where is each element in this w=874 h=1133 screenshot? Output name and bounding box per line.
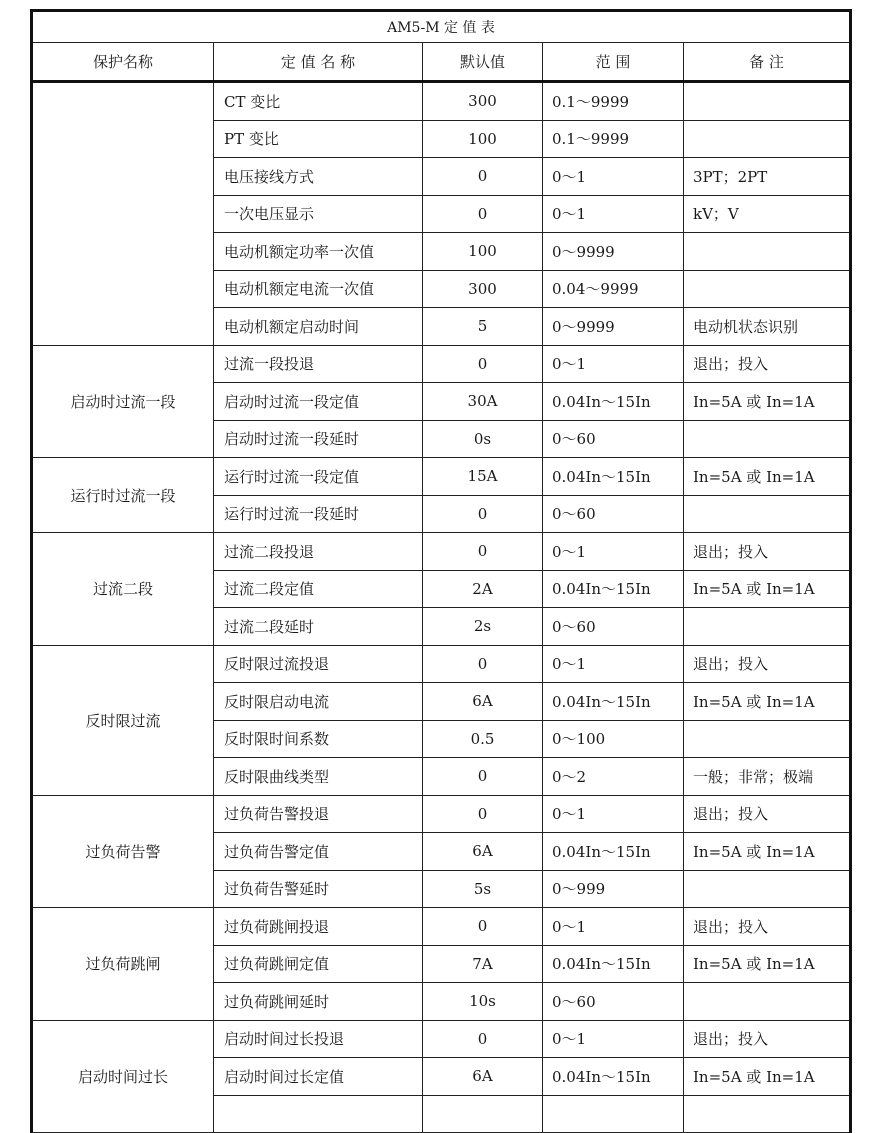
protection-group-name: 过负荷跳闸 bbox=[32, 908, 214, 1021]
default-value: 7A bbox=[423, 945, 543, 983]
note-value bbox=[684, 120, 851, 158]
default-value: 0.5 bbox=[423, 720, 543, 758]
range-value: 0～1 bbox=[543, 195, 684, 233]
setting-name: 一次电压显示 bbox=[214, 195, 423, 233]
default-value: 0 bbox=[423, 495, 543, 533]
protection-group-name: 过负荷告警 bbox=[32, 795, 214, 908]
protection-group-name: 启动时过流一段 bbox=[32, 345, 214, 458]
default-value: 10s bbox=[423, 983, 543, 1021]
range-value: 0～2 bbox=[543, 758, 684, 796]
range-value: 0.04In～15In bbox=[543, 458, 684, 496]
table-title: AM5-M 定 值 表 bbox=[32, 11, 851, 43]
setting-name: 反时限曲线类型 bbox=[214, 758, 423, 796]
table-row bbox=[32, 82, 851, 121]
header-row bbox=[32, 43, 851, 82]
note-value: 3PT；2PT bbox=[684, 158, 851, 196]
setting-name: 过流二段延时 bbox=[214, 608, 423, 646]
setting-name bbox=[214, 1095, 423, 1133]
range-value: 0～1 bbox=[543, 533, 684, 571]
default-value: 0 bbox=[423, 158, 543, 196]
note-value bbox=[684, 270, 851, 308]
protection-group-name: 启动时间过长 bbox=[32, 1020, 214, 1133]
range-value: 0～60 bbox=[543, 420, 684, 458]
setting-name: 电压接线方式 bbox=[214, 158, 423, 196]
range-value: 0～9999 bbox=[543, 308, 684, 346]
setting-name: 电动机额定电流一次值 bbox=[214, 270, 423, 308]
default-value: 300 bbox=[423, 270, 543, 308]
setting-name: 电动机额定功率一次值 bbox=[214, 233, 423, 271]
note-value: In=5A 或 In=1A bbox=[684, 945, 851, 983]
settings-table bbox=[30, 9, 852, 1133]
setting-name: 电动机额定启动时间 bbox=[214, 308, 423, 346]
table-row bbox=[32, 345, 851, 383]
note-value bbox=[684, 1095, 851, 1133]
note-value bbox=[684, 82, 851, 121]
default-value: 300 bbox=[423, 82, 543, 121]
range-value: 0.04～9999 bbox=[543, 270, 684, 308]
protection-group-name: 运行时过流一段 bbox=[32, 458, 214, 533]
default-value: 5 bbox=[423, 308, 543, 346]
default-value: 0 bbox=[423, 758, 543, 796]
range-value: 0～1 bbox=[543, 158, 684, 196]
default-value: 2s bbox=[423, 608, 543, 646]
header-note: 备 注 bbox=[684, 43, 851, 82]
note-value: 电动机状态识别 bbox=[684, 308, 851, 346]
note-value: In=5A 或 In=1A bbox=[684, 383, 851, 421]
range-value: 0.1～9999 bbox=[543, 120, 684, 158]
header-default: 默认值 bbox=[423, 43, 543, 82]
note-value: 退出；投入 bbox=[684, 795, 851, 833]
default-value: 0 bbox=[423, 645, 543, 683]
note-value: 退出；投入 bbox=[684, 645, 851, 683]
note-value: In=5A 或 In=1A bbox=[684, 683, 851, 721]
setting-name: 过负荷告警定值 bbox=[214, 833, 423, 871]
note-value: In=5A 或 In=1A bbox=[684, 833, 851, 871]
setting-name: 运行时过流一段延时 bbox=[214, 495, 423, 533]
note-value bbox=[684, 495, 851, 533]
setting-name: 运行时过流一段定值 bbox=[214, 458, 423, 496]
setting-name: 过流二段定值 bbox=[214, 570, 423, 608]
setting-name: 启动时过流一段延时 bbox=[214, 420, 423, 458]
table-row bbox=[32, 1020, 851, 1058]
default-value: 0 bbox=[423, 795, 543, 833]
note-value bbox=[684, 720, 851, 758]
setting-name: 过负荷跳闸定值 bbox=[214, 945, 423, 983]
table-row bbox=[32, 533, 851, 571]
range-value: 0～1 bbox=[543, 908, 684, 946]
setting-name: 过负荷告警投退 bbox=[214, 795, 423, 833]
range-value bbox=[543, 1095, 684, 1133]
table-row bbox=[32, 645, 851, 683]
range-value: 0～60 bbox=[543, 983, 684, 1021]
range-value: 0～1 bbox=[543, 345, 684, 383]
note-value bbox=[684, 983, 851, 1021]
range-value: 0～1 bbox=[543, 645, 684, 683]
note-value: 退出；投入 bbox=[684, 533, 851, 571]
default-value: 0s bbox=[423, 420, 543, 458]
range-value: 0.04In～15In bbox=[543, 945, 684, 983]
default-value bbox=[423, 1095, 543, 1133]
protection-group-name: 过流二段 bbox=[32, 533, 214, 646]
range-value: 0～1 bbox=[543, 1020, 684, 1058]
setting-name: CT 变比 bbox=[214, 82, 423, 121]
default-value: 0 bbox=[423, 345, 543, 383]
table-row bbox=[32, 795, 851, 833]
default-value: 15A bbox=[423, 458, 543, 496]
note-value: In=5A 或 In=1A bbox=[684, 570, 851, 608]
header-range: 范 围 bbox=[543, 43, 684, 82]
note-value: In=5A 或 In=1A bbox=[684, 1058, 851, 1096]
setting-name: 过负荷跳闸投退 bbox=[214, 908, 423, 946]
default-value: 100 bbox=[423, 120, 543, 158]
default-value: 2A bbox=[423, 570, 543, 608]
note-value bbox=[684, 233, 851, 271]
setting-name: 启动时间过长投退 bbox=[214, 1020, 423, 1058]
header-name: 定 值 名 称 bbox=[214, 43, 423, 82]
setting-name: 反时限时间系数 bbox=[214, 720, 423, 758]
table-row bbox=[32, 908, 851, 946]
range-value: 0～1 bbox=[543, 795, 684, 833]
default-value: 6A bbox=[423, 683, 543, 721]
range-value: 0.04In～15In bbox=[543, 383, 684, 421]
note-value: 退出；投入 bbox=[684, 908, 851, 946]
default-value: 6A bbox=[423, 1058, 543, 1096]
setting-name: 过负荷告警延时 bbox=[214, 870, 423, 908]
default-value: 0 bbox=[423, 195, 543, 233]
setting-name: 反时限过流投退 bbox=[214, 645, 423, 683]
range-value: 0～100 bbox=[543, 720, 684, 758]
protection-group-name bbox=[32, 82, 214, 346]
note-value: 一般；非常；极端 bbox=[684, 758, 851, 796]
setting-name: 启动时过流一段定值 bbox=[214, 383, 423, 421]
range-value: 0.04In～15In bbox=[543, 683, 684, 721]
range-value: 0～9999 bbox=[543, 233, 684, 271]
default-value: 6A bbox=[423, 833, 543, 871]
note-value bbox=[684, 870, 851, 908]
title-row bbox=[32, 11, 851, 43]
setting-name: 过流一段投退 bbox=[214, 345, 423, 383]
table-row bbox=[32, 458, 851, 496]
range-value: 0～999 bbox=[543, 870, 684, 908]
range-value: 0.04In～15In bbox=[543, 1058, 684, 1096]
range-value: 0.04In～15In bbox=[543, 833, 684, 871]
range-value: 0～60 bbox=[543, 608, 684, 646]
setting-name: 反时限启动电流 bbox=[214, 683, 423, 721]
note-value: 退出；投入 bbox=[684, 345, 851, 383]
range-value: 0.04In～15In bbox=[543, 570, 684, 608]
default-value: 0 bbox=[423, 908, 543, 946]
range-value: 0.1～9999 bbox=[543, 82, 684, 121]
note-value bbox=[684, 608, 851, 646]
default-value: 0 bbox=[423, 533, 543, 571]
note-value bbox=[684, 420, 851, 458]
setting-name: 过负荷跳闸延时 bbox=[214, 983, 423, 1021]
setting-name: 过流二段投退 bbox=[214, 533, 423, 571]
note-value: kV；V bbox=[684, 195, 851, 233]
protection-group-name: 反时限过流 bbox=[32, 645, 214, 795]
default-value: 100 bbox=[423, 233, 543, 271]
default-value: 5s bbox=[423, 870, 543, 908]
note-value: In=5A 或 In=1A bbox=[684, 458, 851, 496]
setting-name: 启动时间过长定值 bbox=[214, 1058, 423, 1096]
default-value: 0 bbox=[423, 1020, 543, 1058]
setting-name: PT 变比 bbox=[214, 120, 423, 158]
note-value: 退出；投入 bbox=[684, 1020, 851, 1058]
header-group: 保护名称 bbox=[32, 43, 214, 82]
default-value: 30A bbox=[423, 383, 543, 421]
range-value: 0～60 bbox=[543, 495, 684, 533]
